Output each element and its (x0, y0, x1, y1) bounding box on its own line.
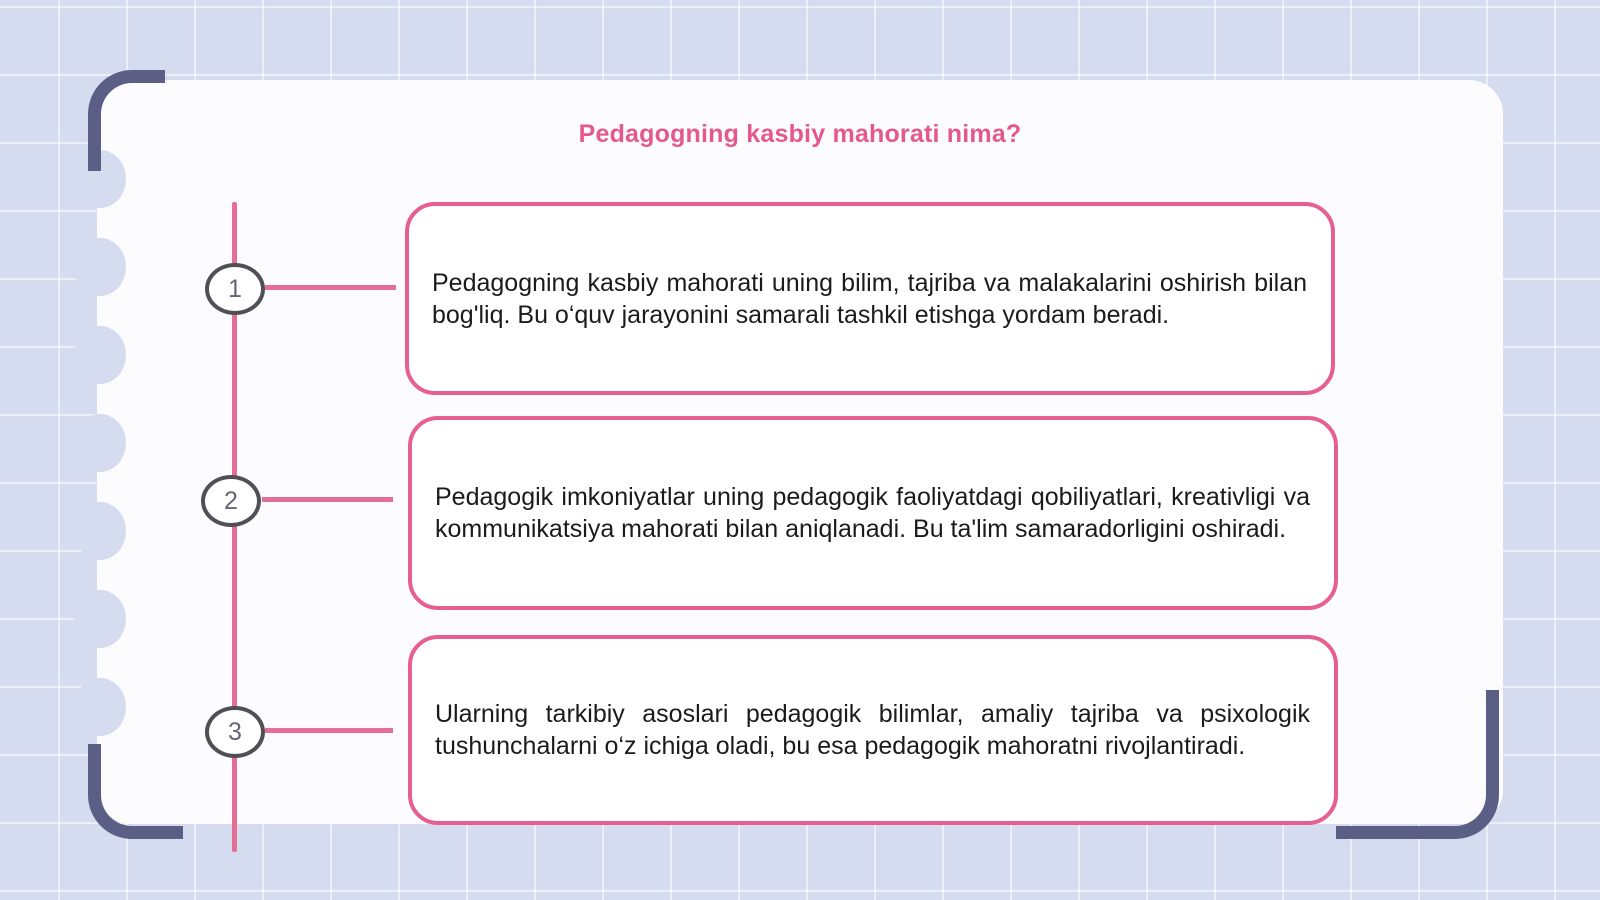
step-number-2: 2 (201, 475, 261, 527)
info-card-text: Ularning tarkibiy asoslari pedagogik bilimlar, amaliy tajriba va psixologik tushunchalarni o‘z ichiga oladi, bu esa pedagogik mahoratni rivojlantiradi. (435, 700, 1310, 760)
connector-line-1 (265, 285, 396, 290)
step-number-1: 1 (205, 263, 265, 315)
info-card-text: Pedagogning kasbiy mahorati uning bilim, tajriba va malakalarini oshirish bilan bog'liq. Bu o‘quv jarayonini samarali tashkil etishga yordam beradi. (432, 268, 1307, 329)
paper-notch (74, 678, 126, 736)
info-card-1 (405, 202, 1335, 395)
slide-title: Pedagogning kasbiy mahorati nima? (578, 120, 1022, 148)
connector-line-3 (265, 728, 393, 733)
info-card-text: Pedagogik imkoniyatlar uning pedagogik faoliyatdagi qobiliyatlari, kreativligi va kommunikatsiya mahorati bilan aniqlanadi. Bu ta'lim samaradorligini oshiradi. (435, 483, 1310, 543)
frame-corner-bottom-left (88, 744, 183, 839)
paper-notch (74, 326, 126, 384)
info-card-3 (408, 635, 1338, 825)
step-number-3: 3 (205, 706, 265, 758)
paper-notch (74, 590, 126, 648)
paper-notch (74, 238, 126, 296)
connector-line-2 (262, 497, 393, 502)
frame-corner-bottom-right (1336, 690, 1499, 839)
info-card-2 (408, 416, 1338, 610)
paper-notch (74, 414, 126, 472)
frame-corner-top-left (88, 70, 165, 171)
paper-notch (74, 502, 126, 560)
